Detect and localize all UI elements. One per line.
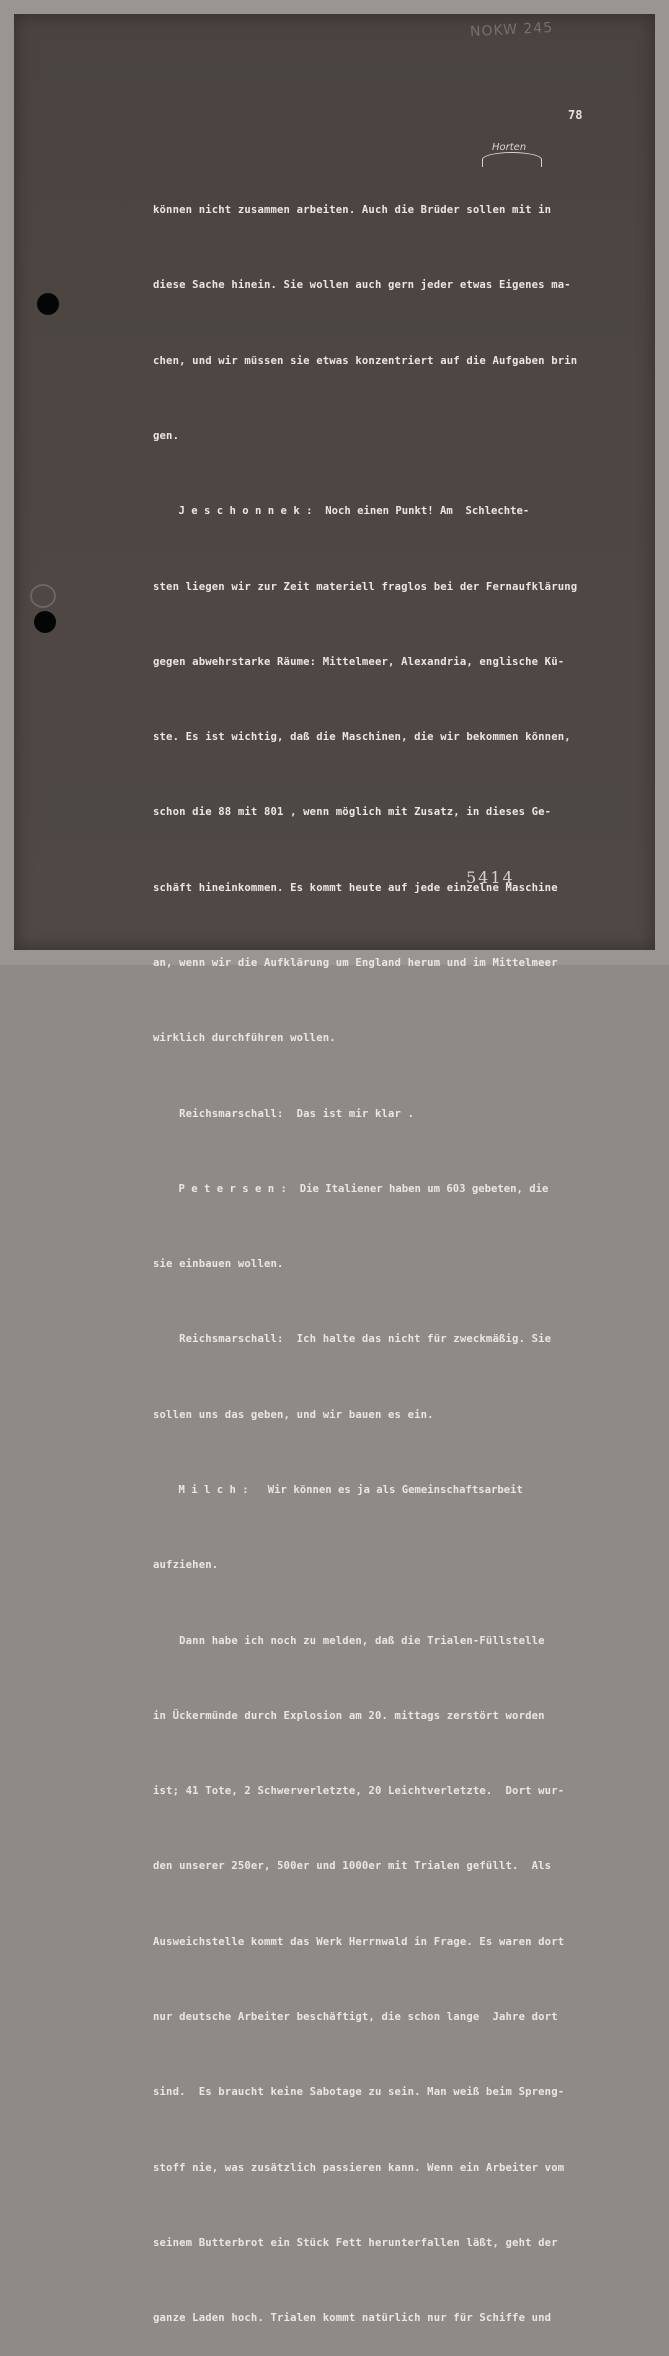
text-line: wirklich durchführen wollen. [153, 1032, 336, 1045]
text-line: können nicht zusammen arbeiten. Auch die Brüder sollen mit in [153, 204, 552, 217]
speaker-line-petersen: P e t e r s e n : Die Italiener haben um 603 gebeten, die [153, 1182, 549, 1195]
text-line: gen. [153, 430, 180, 443]
speaker-line-jeschonnek: J e s c h o n n e k : Noch einen Punkt! Am Schlechte- [153, 505, 530, 518]
text-line: den unserer 250er, 500er und 1000er mit Trialen gefüllt. Als [153, 1860, 552, 1873]
text-line: in Ückermünde durch Explosion am 20. mittags zerstört worden [153, 1709, 545, 1722]
speaker-line-milch: M i l c h : Wir können es ja als Gemeinschaftsarbeit [153, 1483, 523, 1496]
text-line: aufziehen. [153, 1559, 219, 1572]
punch-hole-upper [37, 293, 59, 315]
page-number: 78 [568, 108, 583, 122]
text-line: schon die 88 mit 801 , wenn möglich mit Zusatz, in dieses Ge- [153, 806, 552, 819]
speaker-line-reichsmarschall: Reichsmarschall: Ich halte das nicht für zweckmäßig. Sie [153, 1333, 552, 1346]
text-line: ganze Laden hoch. Trialen kommt natürlich nur für Schiffe und [153, 2312, 552, 2325]
text-line: sollen uns das geben, und wir bauen es ein. [153, 1408, 434, 1421]
paper-clip-mark [30, 584, 56, 608]
archive-stamp: NOKW 245 [469, 19, 554, 41]
text-line: an, wenn wir die Aufklärung um England herum und im Mittelmeer [153, 957, 558, 969]
text-line: ist; 41 Tote, 2 Schwerverletzte, 20 Leichtverletzte. Dort wur- [153, 1785, 565, 1798]
speaker-line-reichsmarschall: Reichsmarschall: Das ist mir klar . [153, 1107, 415, 1120]
handwritten-annotation: Horten [492, 142, 527, 153]
text-line: sten liegen wir zur Zeit materiell fraglos bei der Fernaufklärung [153, 580, 578, 593]
handwritten-page-number: 5414 [466, 868, 515, 887]
text-line: schäft hineinkommen. Es kommt heute auf jede einzelne Maschine [153, 881, 558, 894]
text-line: Dann habe ich noch zu melden, daß die Trialen-Füllstelle [153, 1634, 545, 1647]
text-line: diese Sache hinein. Sie wollen auch gern jeder etwas Eigenes ma- [153, 279, 571, 292]
text-line: chen, und wir müssen sie etwas konzentriert auf die Aufgaben brin [153, 354, 578, 367]
text-line: sie einbauen wollen. [153, 1258, 284, 1271]
text-line: ste. Es ist wichtig, daß die Maschinen, die wir bekommen können, [153, 731, 571, 744]
text-line: Ausweichstelle kommt das Werk Herrnwald in Frage. Es waren dort [153, 1935, 565, 1948]
punch-hole-lower [34, 611, 56, 633]
typed-body-text [153, 148, 619, 2356]
text-line: gegen abwehrstarke Räume: Mittelmeer, Alexandria, englische Kü- [153, 655, 565, 668]
text-line: sind. Es braucht keine Sabotage zu sein. Man weiß beim Spreng- [153, 2086, 565, 2099]
text-line: nur deutsche Arbeiter beschäftigt, die schon lange Jahre dort [153, 2010, 558, 2023]
text-line: stoff nie, was zusätzlich passieren kann. Wenn ein Arbeiter vom [153, 2161, 565, 2174]
text-line: seinem Butterbrot ein Stück Fett herunterfallen läßt, geht der [153, 2236, 558, 2249]
